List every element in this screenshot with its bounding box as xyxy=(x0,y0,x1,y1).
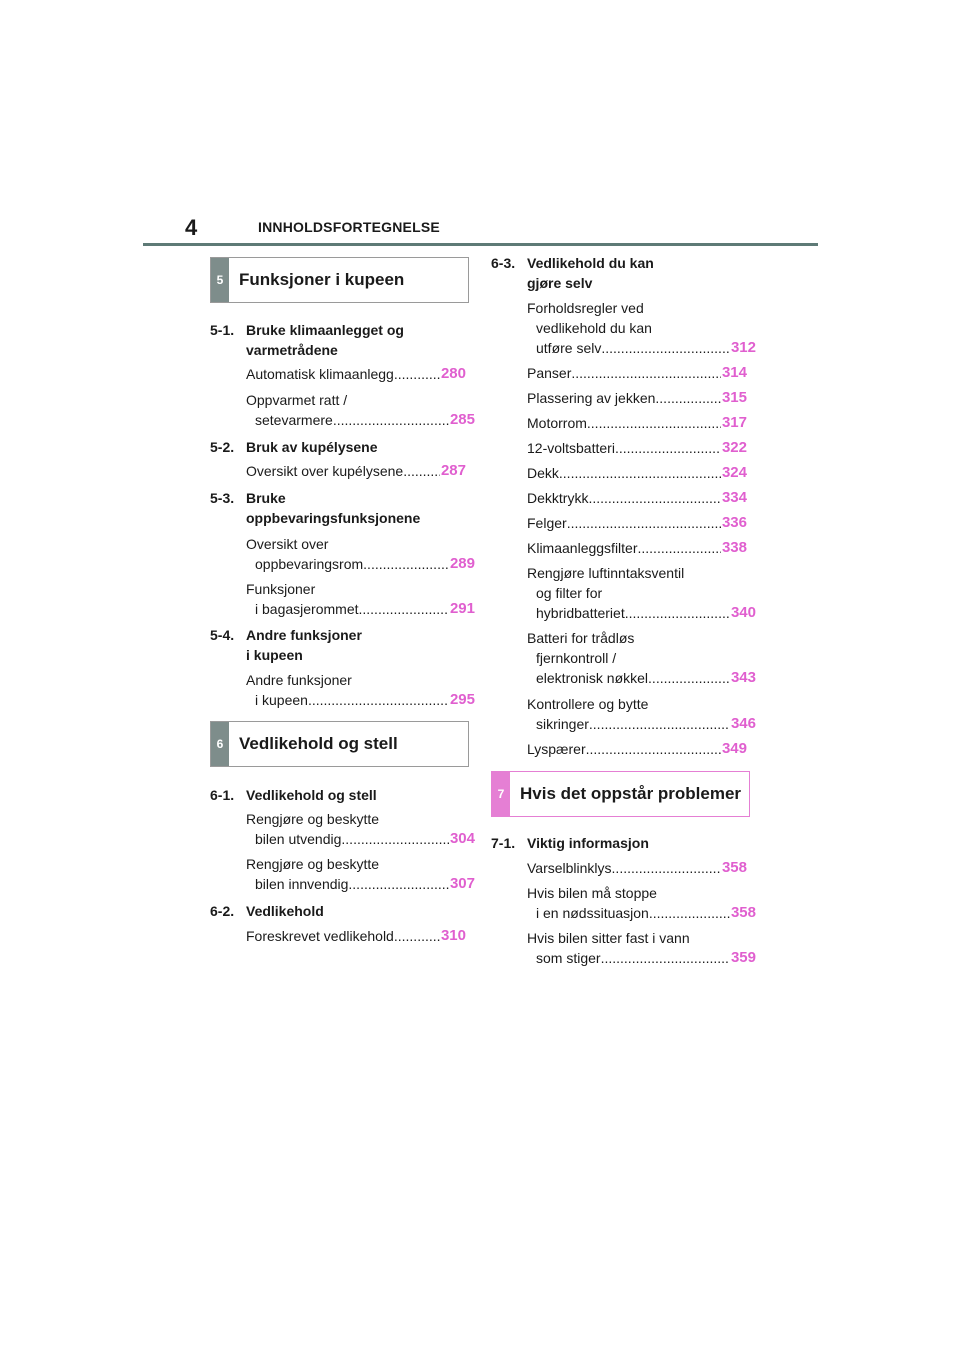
page-link[interactable]: 324 xyxy=(721,464,747,481)
toc-entry[interactable]: Rengjøre og beskytte bilen utvendig ..... 304 xyxy=(246,809,466,849)
subsection-number: 6-1. xyxy=(210,787,235,803)
toc-entry[interactable]: Automatisk klimaanlegg ..... 280 xyxy=(246,364,466,384)
subsection-number: 5-3. xyxy=(210,490,235,506)
subsection-title: Andre funksjoner i kupeen xyxy=(246,627,362,663)
toc-entry[interactable]: Plassering av jekken ..... 315 xyxy=(527,388,747,408)
subsection-6-1 xyxy=(210,785,470,805)
subsection-number: 5-4. xyxy=(210,627,235,643)
toc-entry[interactable]: Foreskrevet vedlikehold ..... 310 xyxy=(246,926,466,946)
toc-entry[interactable]: Motorrom ..... 317 xyxy=(527,413,747,433)
subsection-number: 6-3. xyxy=(491,255,516,271)
subsection-title: Vedlikehold xyxy=(246,903,324,919)
subsection-title: Bruke oppbevaringsfunksjonene xyxy=(246,490,421,526)
toc-entry[interactable]: Hvis bilen må stoppe i en nødssituasjon ..... 358 xyxy=(527,883,747,923)
subsection-5-4 xyxy=(210,625,470,665)
toc-entry[interactable]: Forholdsregler ved vedlikehold du kan utføre selv ..... 312 xyxy=(527,298,747,358)
toc-entry[interactable]: Lyspærer ..... 349 xyxy=(527,739,747,759)
page-link[interactable]: 340 xyxy=(730,604,756,621)
toc-entry[interactable]: 12-voltsbatteri ..... 322 xyxy=(527,438,747,458)
toc-entry[interactable]: Rengjøre og beskytte bilen innvendig ..... 307 xyxy=(246,854,466,894)
toc-entry[interactable]: Dekktrykk ..... 334 xyxy=(527,488,747,508)
subsection-title: Bruk av kupélysene xyxy=(246,439,378,455)
page-link[interactable]: 291 xyxy=(449,600,475,617)
page-link[interactable]: 287 xyxy=(440,462,466,479)
page-link[interactable]: 280 xyxy=(440,365,466,382)
page-link[interactable]: 338 xyxy=(721,539,747,556)
subsection-title: Viktig informasjon xyxy=(527,835,649,851)
toc-entry[interactable]: Batteri for trådløs fjernkontroll / elektronisk nøkkel ..... 343 xyxy=(527,628,747,688)
section-5-tab: 5 xyxy=(211,258,229,302)
subsection-5-2 xyxy=(210,437,470,457)
page-link[interactable]: 307 xyxy=(449,875,475,892)
section-6-title: Vedlikehold og stell xyxy=(239,734,398,753)
page-link[interactable]: 317 xyxy=(721,414,747,431)
section-7-title: Hvis det oppstår problemer xyxy=(520,784,742,803)
subsection-title: Vedlikehold du kan gjøre selv xyxy=(527,255,654,291)
toc-entry[interactable]: Funksjoner i bagasjerommet ..... 291 xyxy=(246,579,466,619)
subsection-7-1 xyxy=(491,833,751,853)
section-6-tab: 6 xyxy=(211,722,229,766)
page-link[interactable]: 315 xyxy=(721,389,747,406)
page-link[interactable]: 358 xyxy=(730,904,756,921)
toc-entry[interactable]: Kontrollere og bytte sikringer ..... 346 xyxy=(527,694,747,734)
section-5-title: Funksjoner i kupeen xyxy=(239,270,405,289)
page-link[interactable]: 359 xyxy=(730,949,756,966)
subsection-number: 7-1. xyxy=(491,835,516,851)
subsection-title: Vedlikehold og stell xyxy=(246,787,377,803)
subsection-5-3 xyxy=(210,488,470,528)
subsection-5-1 xyxy=(210,320,470,360)
toc-entry[interactable]: Felger ..... 336 xyxy=(527,513,747,533)
page-link[interactable]: 314 xyxy=(721,364,747,381)
page-link[interactable]: 346 xyxy=(730,715,756,732)
subsection-number: 5-1. xyxy=(210,322,235,338)
toc-entry[interactable]: Rengjøre luftinntaksventil og filter for hybridbatteriet ..... 340 xyxy=(527,563,747,623)
page-link[interactable]: 312 xyxy=(730,339,756,356)
page-number: 4 xyxy=(185,215,198,240)
toc-entry[interactable]: Oversikt over kupélysene ..... 287 xyxy=(246,461,466,481)
header-divider xyxy=(143,243,818,246)
page-link[interactable]: 334 xyxy=(721,489,747,506)
page-link[interactable]: 285 xyxy=(449,411,475,428)
page-link[interactable]: 358 xyxy=(721,859,747,876)
section-7-tab: 7 xyxy=(492,772,510,816)
subsection-number: 6-2. xyxy=(210,903,235,919)
subsection-title: Bruke klimaanlegget og varmetrådene xyxy=(246,322,404,358)
subsection-6-2 xyxy=(210,901,470,921)
section-6-header[interactable] xyxy=(210,721,469,767)
page-link[interactable]: 304 xyxy=(449,830,475,847)
section-5-header[interactable] xyxy=(210,257,469,303)
toc-entry[interactable]: Panser ..... 314 xyxy=(527,363,747,383)
toc-entry[interactable]: Dekk ..... 324 xyxy=(527,463,747,483)
page-header-title: INNHOLDSFORTEGNELSE xyxy=(258,219,440,235)
page-link[interactable]: 322 xyxy=(721,439,747,456)
subsection-6-3 xyxy=(491,253,751,293)
page-link[interactable]: 343 xyxy=(730,669,756,686)
page-link[interactable]: 295 xyxy=(449,691,475,708)
page-link[interactable]: 310 xyxy=(440,927,466,944)
subsection-number: 5-2. xyxy=(210,439,235,455)
page-link[interactable]: 336 xyxy=(721,514,747,531)
toc-entry[interactable]: Klimaanleggsfilter ..... 338 xyxy=(527,538,747,558)
page-link[interactable]: 349 xyxy=(721,740,747,757)
section-7-header[interactable] xyxy=(491,771,750,817)
toc-entry[interactable]: Andre funksjoner i kupeen ..... 295 xyxy=(246,670,466,710)
toc-entry[interactable]: Hvis bilen sitter fast i vann som stiger ..... 359 xyxy=(527,928,747,968)
toc-entry[interactable]: Varselblinklys ..... 358 xyxy=(527,858,747,878)
toc-entry[interactable]: Oversikt over oppbevaringsrom ..... 289 xyxy=(246,534,466,574)
page-link[interactable]: 289 xyxy=(449,555,475,572)
toc-entry[interactable]: Oppvarmet ratt / setevarmere ..... 285 xyxy=(246,390,466,430)
